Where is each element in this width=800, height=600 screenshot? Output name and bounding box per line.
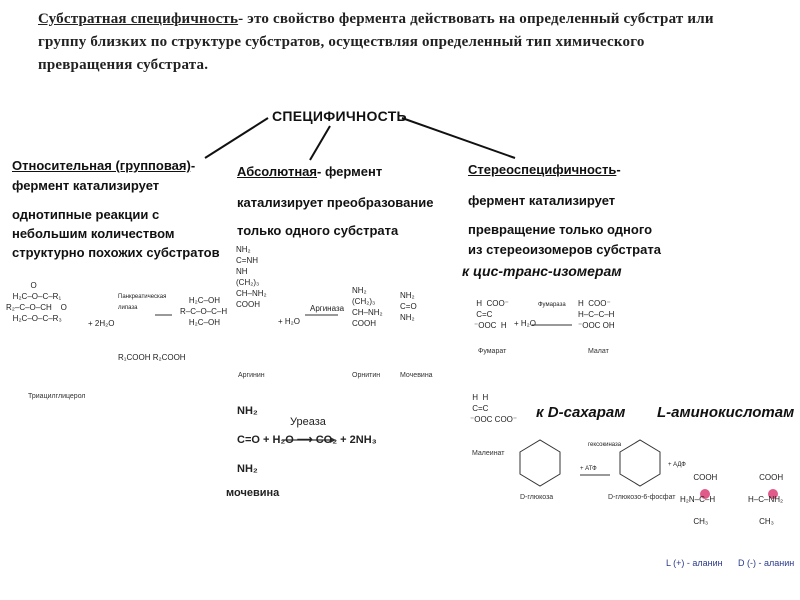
- maleinate-structure: H H C=C ⁻OOC COO⁻: [470, 393, 518, 424]
- ornithine-structure: NH₂ (CH₂)₃ CH–NH₂ COOH: [352, 286, 383, 328]
- stereo-head: Стереоспецифичность: [468, 162, 617, 177]
- relative-products: R₁COOH R₂COOH: [118, 353, 186, 362]
- hexokinase-label: гексокиназа: [588, 442, 622, 448]
- malate-structure: H COO⁻ H–C–C–H ⁻OOC OH: [578, 299, 615, 330]
- stereo-reagent: + H₂O: [514, 319, 536, 328]
- relative-line3: однотипные реакции с: [12, 207, 160, 222]
- urea-structure: NH₂: [237, 405, 258, 417]
- atp-label: + АТФ: [580, 466, 597, 472]
- relative-reagent: + 2H₂O: [88, 319, 115, 328]
- fumarate-structure: H COO⁻ C=C ⁻OOC H: [474, 299, 509, 330]
- absolute-heading: [237, 162, 382, 181]
- stereo-line4: из стереоизомеров субстрата: [468, 242, 661, 257]
- urea-name: мочевина: [226, 487, 280, 499]
- diagram-root: СПЕЦИФИЧНОСТЬ: [272, 108, 407, 124]
- urea-nh2-bottom: NH₂: [237, 463, 258, 475]
- absolute-head: Абсолютная: [237, 164, 317, 179]
- arginase-label: Аргиназа: [310, 304, 345, 313]
- l-alanine-structure: COOH H₂N–C–H CH₃: [680, 473, 718, 526]
- relative-head: Относительная (групповая): [12, 158, 191, 173]
- glucose-label: D-глюкоза: [520, 494, 554, 501]
- malate-label: Малат: [588, 348, 609, 355]
- urea-reaction: C=O + H₂O ⟶ CO₂ + 2NH₃: [237, 434, 377, 446]
- l-amino-heading: L-аминокислотам: [657, 404, 795, 421]
- d-alanine-structure: COOH H–C–NH₂ CH₃: [748, 473, 784, 526]
- l-alanine-label: L (+) - аланин: [666, 558, 723, 568]
- triacylglycerol-label: Триацилглицерол: [28, 393, 86, 400]
- relative-line4: небольшим количеством: [12, 226, 175, 241]
- absolute-reagent: + H₂O: [278, 317, 300, 326]
- stereo-heading: [468, 160, 621, 179]
- fumarase-label: Фумараза: [538, 302, 566, 308]
- absolute-line2: катализирует преобразование: [237, 195, 434, 210]
- glycerol-structure: H₂C–OH R–C–O–C–H H₂C–OH: [180, 296, 228, 327]
- stereo-line5: к цис-транс-изомерам: [462, 263, 622, 279]
- absolute-line3: только одного субстрата: [237, 223, 399, 238]
- definition-text: - это свойство фермента действовать на определенный субстрат или группу близких по структуре субстратов, осуществляя определенный тип химического превращения субстрата.: [38, 11, 714, 73]
- arginine-label: Аргинин: [238, 372, 265, 379]
- relative-heading: [12, 156, 195, 175]
- g6p-label: D-глюкозо-6-фосфат: [608, 494, 676, 501]
- relative-line5: структурно похожих субстратов: [12, 245, 220, 260]
- urea-small-label: Мочевина: [400, 372, 433, 379]
- triacylglycerol-structure: O H₂C–O–C–R₁ R₂–C–O–CH O H₂C–O–C–R₃: [6, 281, 67, 323]
- relative-line2: фермент катализирует: [12, 178, 160, 193]
- relative-head-suffix: -: [190, 158, 196, 173]
- lipase-label: Панкреатическая липаза: [118, 294, 167, 311]
- d-alanine-label: D (-) - аланин: [738, 558, 795, 568]
- stereo-line3: превращение только одного: [468, 222, 653, 237]
- urea-small-structure: NH₂ C=O NH₂: [400, 291, 417, 322]
- adp-label: + АДФ: [668, 462, 686, 468]
- maleinate-label: Малеинат: [472, 450, 505, 457]
- arginine-structure: NH₂ C=NH NH (CH₂)₃ CH–NH₂ COOH: [236, 245, 267, 309]
- absolute-head-suffix: - фермент: [317, 164, 383, 179]
- definition-term: Субстратная специфичность: [38, 11, 239, 27]
- stereo-line2: фермент катализирует: [468, 193, 616, 208]
- stereo-head-suffix: -: [616, 162, 621, 177]
- fumarate-label: Фумарат: [478, 348, 507, 355]
- urease-label: Уреаза: [290, 416, 326, 428]
- d-sugars-heading: к D-сахарам: [536, 404, 626, 421]
- ornithine-label: Орнитин: [352, 372, 381, 379]
